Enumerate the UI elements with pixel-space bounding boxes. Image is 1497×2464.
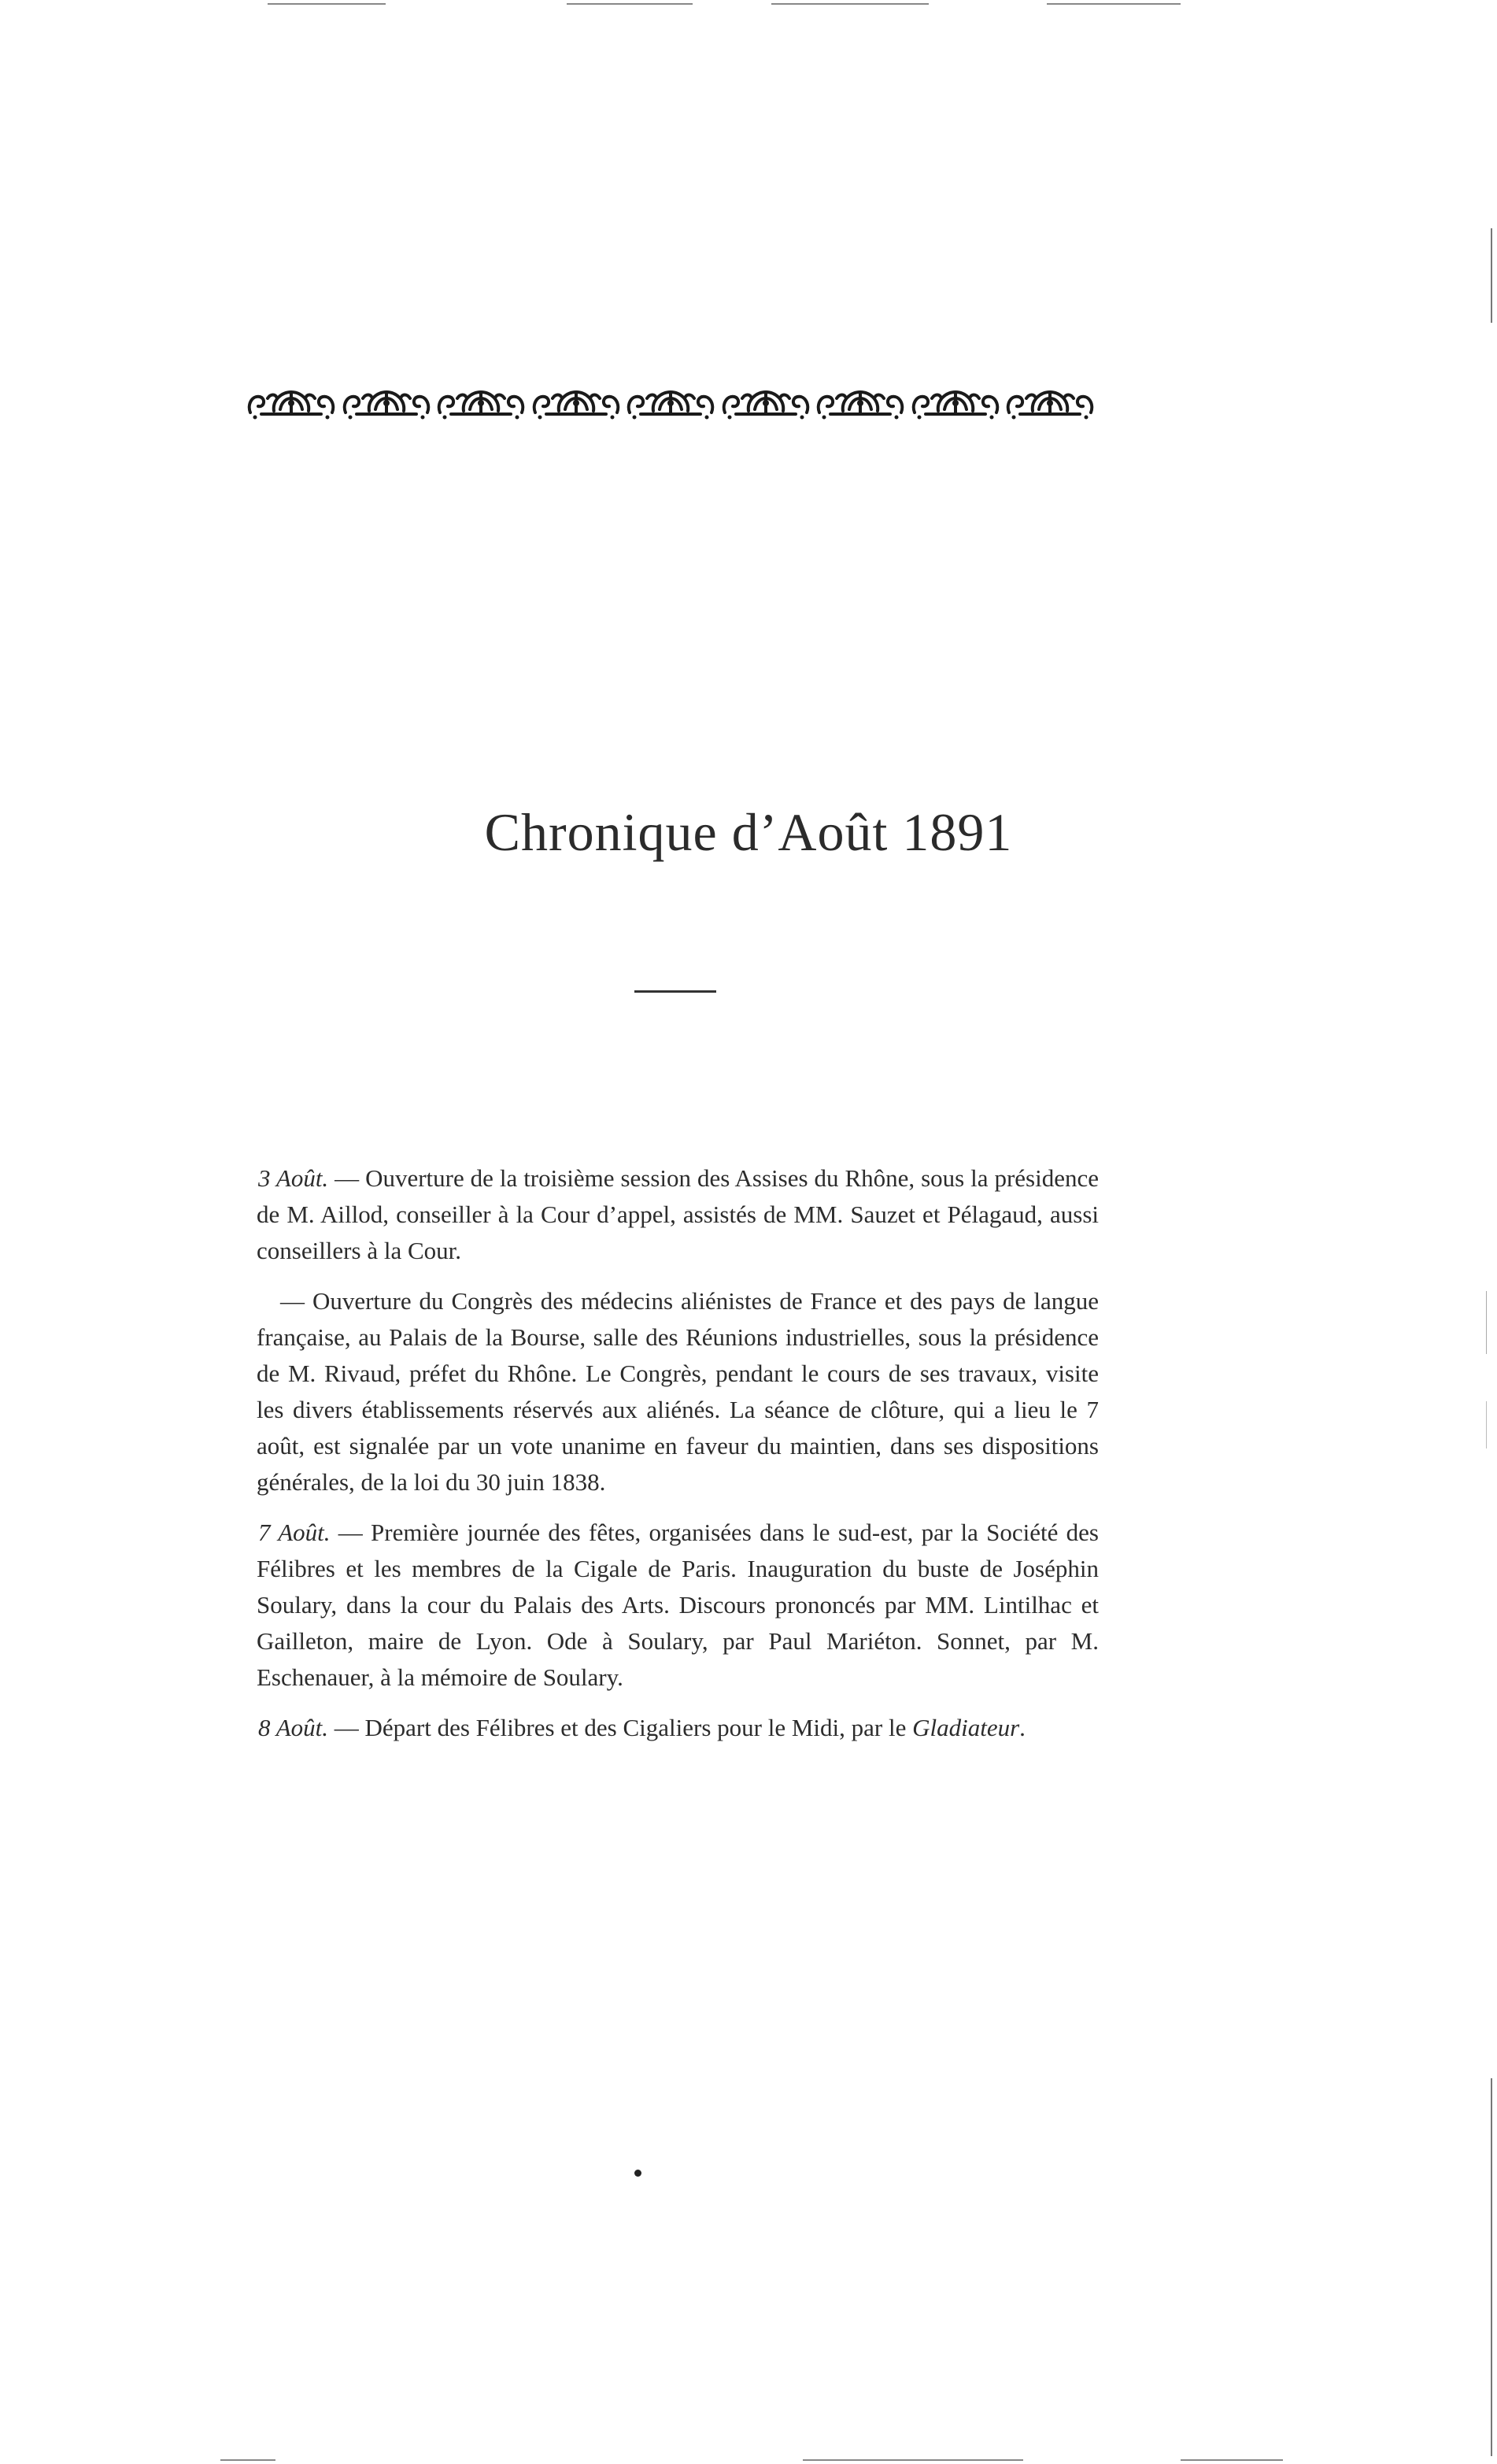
entry-text: — Départ des Félibres et des Cigaliers pour le Midi, par le bbox=[328, 1714, 913, 1741]
scroll-ornament-icon bbox=[815, 386, 906, 420]
page-title: Chronique d’Août 1891 bbox=[484, 802, 1013, 862]
ship-name: Gladiateur bbox=[912, 1714, 1020, 1741]
entry-date: 7 Août. bbox=[258, 1519, 331, 1546]
scroll-ornament-icon bbox=[1004, 386, 1096, 420]
scroll-ornament-icon bbox=[341, 386, 432, 420]
entry-date: 8 Août. bbox=[258, 1714, 328, 1741]
scan-mark bbox=[1047, 3, 1181, 5]
entry-text: — Première journée des fêtes, organisées dans le sud-est, par la Société des Félibres et les membres de la Cigale de Paris. Inauguration du buste de Joséphin Soulary, dans la cour du Palais des Arts. Discours prononcés par MM. Lintilhac et Gailleton, maire de Lyon. Ode à Soulary, par Paul Mariéton. Sonnet, par M. Eschenauer, à la mémoire de Soulary. bbox=[257, 1519, 1099, 1691]
scan-mark bbox=[803, 2459, 1023, 2461]
ornament-band bbox=[246, 384, 1096, 422]
scroll-ornament-icon bbox=[530, 386, 622, 420]
scan-mark bbox=[771, 3, 929, 5]
entry-text-end: . bbox=[1019, 1714, 1026, 1741]
scroll-ornament-icon bbox=[435, 386, 527, 420]
chronicle-entry bbox=[257, 1283, 1099, 1500]
scan-mark bbox=[1181, 2459, 1283, 2461]
scan-mark bbox=[220, 2459, 275, 2461]
scan-mark bbox=[567, 3, 693, 5]
chronicle-entry bbox=[257, 1160, 1099, 1269]
scan-edge bbox=[1486, 1291, 1487, 1354]
scan-edge bbox=[1491, 2078, 1492, 2456]
entry-text: — Ouverture du Congrès des médecins aliénistes de France et des pays de langue française, au Palais de la Bourse, salle des Réunions industrielles, sous la présidence de M. Rivaud, préfet du Rhône. Le Congrès, pendant le cours de ses travaux, visite les divers établissements réservés aux aliénés. La séance de clôture, qui a lieu le 7 août, est signalée par un vote unanime en faveur du maintien, dans ses dispositions générales, de la loi du 30 juin 1838. bbox=[257, 1287, 1099, 1496]
chronicle-entry bbox=[257, 1515, 1099, 1696]
scroll-ornament-icon bbox=[625, 386, 716, 420]
scroll-ornament-icon bbox=[720, 386, 811, 420]
entry-text: — Ouverture de la troisième session des Assises du Rhône, sous la présidence de M. Aillod, conseiller à la Cour d’appel, assistés de MM. Sauzet et Pélagaud, aussi conseillers à la Cour. bbox=[257, 1164, 1099, 1264]
scroll-ornament-icon bbox=[910, 386, 1001, 420]
page-dot bbox=[634, 2170, 641, 2177]
scan-edge bbox=[1486, 1401, 1487, 1448]
scroll-ornament-icon bbox=[246, 386, 337, 420]
scan-mark bbox=[268, 3, 386, 5]
entry-date: 3 Août. bbox=[258, 1164, 329, 1192]
chronicle-body bbox=[257, 1160, 1099, 1760]
title-rule bbox=[634, 990, 716, 993]
scan-edge bbox=[1491, 228, 1492, 323]
chronicle-entry bbox=[257, 1710, 1099, 1746]
